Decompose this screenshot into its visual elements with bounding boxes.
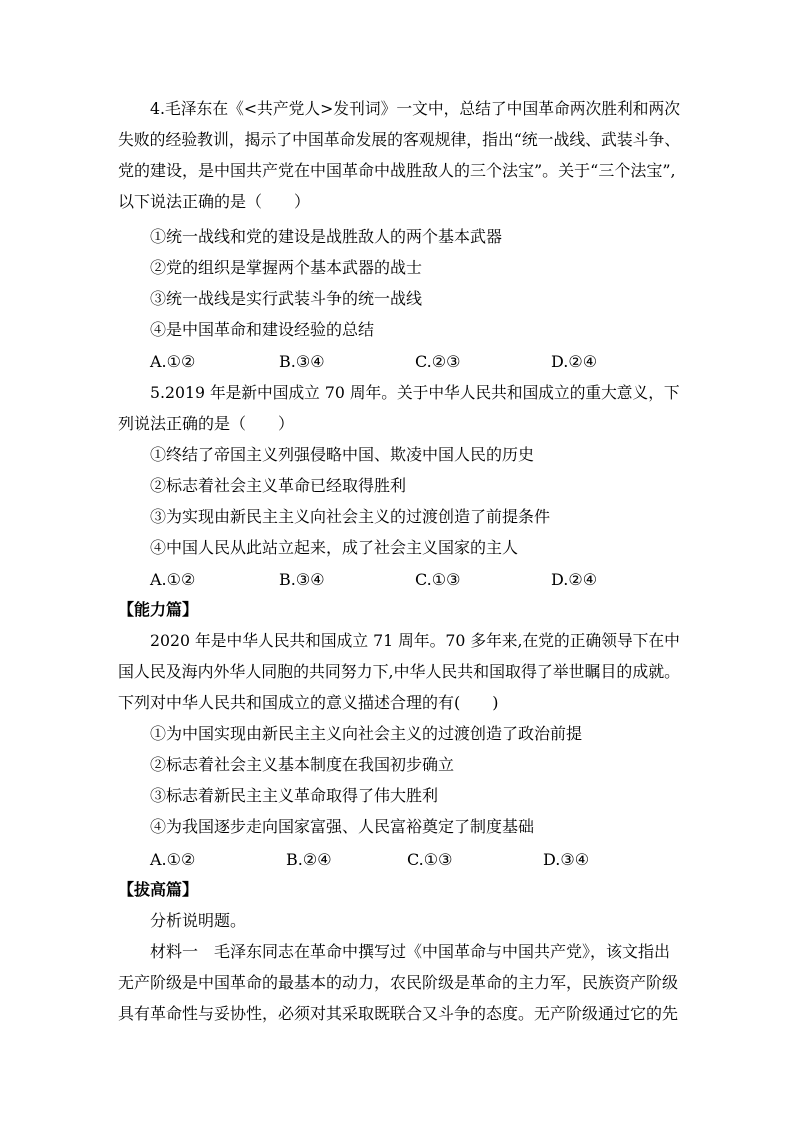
q4-statement-4: ④是中国革命和建设经验的总结 <box>150 320 375 339</box>
ability-statement-2: ②标志着社会主义基本制度在我国初步确立 <box>150 755 455 774</box>
ability-choice-d: D.③④ <box>543 850 590 869</box>
q4-choice-d: D.②④ <box>551 352 598 371</box>
q4-statement-2: ②党的组织是掌握两个基本武器的战士 <box>150 258 423 277</box>
advanced-material-line-3: 具有革命性与妥协性，必须对其采取既联合又斗争的态度。无产阶级通过它的先 <box>118 1004 679 1023</box>
advanced-material-line-1: 材料一 毛泽东同志在革命中撰写过《中国革命与中国共产党》，该文指出 <box>150 942 671 961</box>
ability-stem-line-1: 2020 年是中华人民共和国成立 71 周年。70 多年来,在党的正确领导下在中 <box>150 631 680 650</box>
ability-statement-4: ④为我国逐步走向国家富强、人民富裕奠定了制度基础 <box>150 817 535 836</box>
q4-stem-line-2: 失败的经验教训，揭示了中国革命发展的客观规律，指出“统一战线、武装斗争、 <box>118 130 681 149</box>
advanced-section-heading: 【拔高篇】 <box>118 880 199 899</box>
q5-statement-1: ①终结了帝国主义列强侵略中国、欺凌中国人民的历史 <box>150 445 535 464</box>
q5-statement-2: ②标志着社会主义革命已经取得胜利 <box>150 476 407 495</box>
q5-statement-3: ③为实现由新民主主义向社会主义的过渡创造了前提条件 <box>150 507 551 526</box>
q4-choice-c: C.②③ <box>415 352 461 371</box>
ability-stem-line-3: 下列对中华人民共和国成立的意义描述合理的有( ) <box>118 693 499 712</box>
advanced-material-line-2: 无产阶级是中国革命的最基本的动力，农民阶级是革命的主力军，民族资产阶级 <box>118 973 679 992</box>
q5-stem-line-2: 列说法正确的是（ ） <box>118 414 295 433</box>
ability-choice-a: A.①② <box>150 850 196 869</box>
ability-choice-b: B.②④ <box>286 850 332 869</box>
q5-choice-c: C.①③ <box>415 570 461 589</box>
q5-stem-line-1: 5.2019 年是新中国成立 70 周年。关于中华人民共和国成立的重大意义，下 <box>150 383 680 402</box>
ability-stem-line-2: 国人民及海内外华人同胞的共同努力下,中华人民共和国取得了举世瞩目的成就。 <box>118 662 681 681</box>
q4-stem-line-1: 4.毛泽东在《<共产党人>发刊词》一文中，总结了中国革命两次胜利和两次 <box>150 99 681 118</box>
ability-statement-1: ①为中国实现由新民主主义向社会主义的过渡创造了政治前提 <box>150 724 583 743</box>
q4-statement-3: ③统一战线是实行武装斗争的统一战线 <box>150 289 423 308</box>
q5-choice-a: A.①② <box>150 570 196 589</box>
q4-choice-a: A.①② <box>150 352 196 371</box>
advanced-intro: 分析说明题。 <box>150 911 247 930</box>
q5-choice-b: B.③④ <box>279 570 325 589</box>
q5-choice-d: D.②④ <box>551 570 598 589</box>
q4-stem-line-3: 党的建设，是中国共产党在中国革命中战胜敌人的三个法宝”。关于“三个法宝”, <box>118 161 676 180</box>
q5-statement-4: ④中国人民从此站立起来，成了社会主义国家的主人 <box>150 538 519 557</box>
ability-choice-c: C.①③ <box>407 850 453 869</box>
ability-section-heading: 【能力篇】 <box>118 600 199 619</box>
ability-statement-3: ③标志着新民主主义革命取得了伟大胜利 <box>150 786 439 805</box>
q4-statement-1: ①统一战线和党的建设是战胜敌人的两个基本武器 <box>150 227 503 246</box>
q4-stem-line-4: 以下说法正确的是（ ） <box>118 192 311 211</box>
q4-choice-b: B.③④ <box>279 352 325 371</box>
